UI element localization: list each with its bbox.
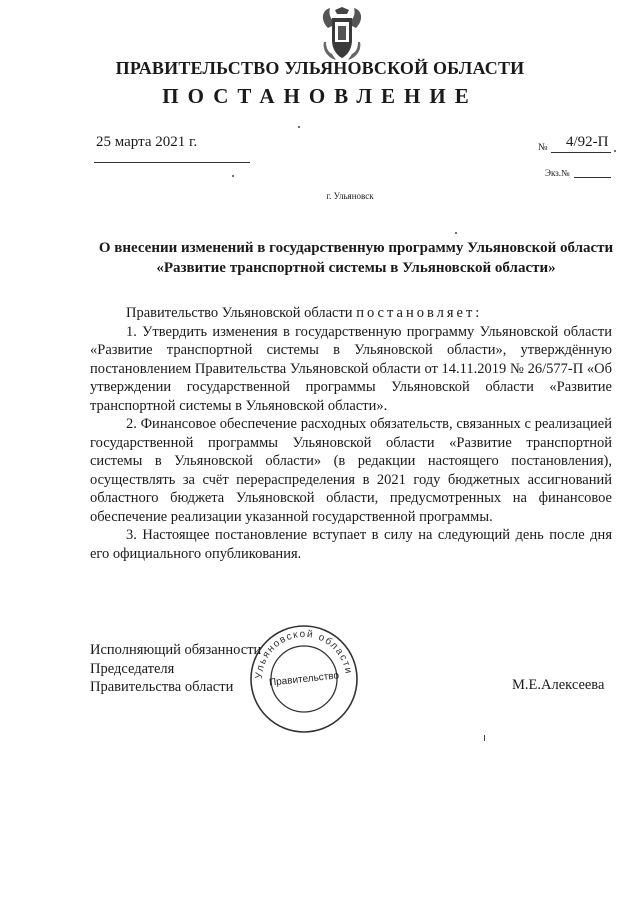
coat-of-arms-icon bbox=[318, 6, 366, 62]
copy-number-label: Экз.№ bbox=[545, 168, 570, 178]
position-line: Председателя bbox=[90, 660, 175, 677]
document-subject: О внесении изменений в государственную программу Ульяновской области «Развитие транспортной системы в Ульяновской области» bbox=[98, 240, 614, 276]
number-underline bbox=[551, 152, 611, 153]
city-label: г. Ульяновск bbox=[326, 191, 374, 201]
copy-number-underline bbox=[574, 177, 611, 178]
organization-title: ПРАВИТЕЛЬСТВО УЛЬЯНОВСКОЙ ОБЛАСТИ bbox=[115, 58, 525, 78]
document-body bbox=[90, 304, 612, 563]
document-date: 25 марта 2021 г. bbox=[96, 134, 198, 150]
body-item-2: 2. Финансовое обеспечение расходных обязательств, связанных с реализацией государственной программы Ульяновской области «Развитие транспортной системы в Ульяновской области» (в редакции настоящего постановления), осуществлять за счёт перераспределения в 2021 году бюджетных ассигнований областного бюджета Ульяновской области, предусмотренных на финансовое обеспечение реализации указанной государственной программы. bbox=[90, 416, 612, 525]
signer-name: М.Е.Алексеева bbox=[512, 677, 605, 693]
preamble bbox=[126, 304, 612, 323]
stamp-ring-text: Ульяновской области bbox=[253, 628, 354, 680]
number-label: № bbox=[538, 142, 548, 153]
document-number: 4/92-П bbox=[566, 134, 609, 150]
date-underline bbox=[94, 162, 250, 163]
official-stamp-icon bbox=[248, 623, 360, 735]
preamble-verb: постановляет: bbox=[356, 305, 483, 321]
position-line: Исполняющий обязанности bbox=[90, 642, 262, 658]
position-line: Правительства области bbox=[90, 679, 234, 695]
body-item-1: 1. Утвердить изменения в государственную программу Ульяновской области «Развитие транспортной системы в Ульяновской области», утверждённую постановлением Правительства Ульяновской области от 14.11.2019 № 26/577-П «Об утверждении государственной программы Ульяновской области «Развитие транспортной системы в Ульяновской области». bbox=[90, 323, 612, 414]
document-type-title: ПОСТАНОВЛЕНИЕ bbox=[162, 84, 478, 108]
stamp-center-text: Правительство bbox=[268, 670, 340, 689]
body-item-3: 3. Настоящее постановление вступает в силу на следующий день после дня его официального опубликования. bbox=[90, 527, 612, 562]
signer-position bbox=[90, 641, 261, 697]
preamble-prefix: Правительство Ульяновской области bbox=[126, 305, 357, 321]
